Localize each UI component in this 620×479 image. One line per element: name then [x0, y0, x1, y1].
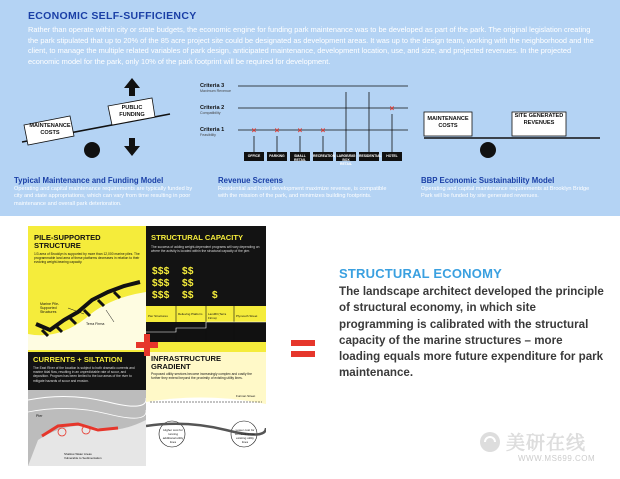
revenue-bar-label: RECREATION: [313, 154, 336, 158]
infrastructure-gradient-quadrant: [146, 352, 266, 466]
revenue-bar-label: PARKING: [269, 154, 285, 158]
revenue-bar-label: LARGE/BIG BOX RETAIL: [336, 154, 356, 166]
dollar-row-1b: $$: [182, 266, 194, 277]
criteria-2-sub: Compatibility: [200, 111, 221, 115]
pile-supported-title: PILE-SUPPORTED STRUCTURE: [34, 233, 101, 250]
blocked-x-icon: ×: [274, 126, 280, 135]
revenue-screens-caption: Residential and hotel development maximize revenue, is compatible with the mission of the park, and minimizes building footprints.: [218, 186, 387, 200]
furman-street-label: Furman Street: [236, 394, 256, 398]
column-pier: Pier Structures: [148, 314, 168, 318]
infrastructure-gradient-title: INFRASTRUCTURE GRADIENT: [151, 354, 222, 371]
watermark-text: 美研在线: [506, 433, 587, 454]
column-landfill: Landfill (Terra Firma): [208, 312, 227, 320]
maintenance-costs-label: MAINTENANCE COSTS: [29, 123, 71, 136]
structural-economy-title: STRUCTURAL ECONOMY: [339, 266, 502, 281]
criteria-1-sub: Feasibility: [200, 133, 216, 137]
blocked-x-icon: ×: [389, 104, 395, 113]
blocked-x-icon: ×: [251, 126, 257, 135]
typical-model-diagram: [20, 72, 180, 170]
watermark-logo-icon: [478, 430, 502, 454]
watermark-url: WWW.MS699.COM: [518, 454, 596, 463]
infrastructure-gradient-text: Proposed utility services become increasingly complex and costly the further they extend beyond the proximity of existing utility lines.: [151, 372, 252, 381]
typical-model-caption: Operating and capital maintenance requirements are typically funded by city and state appropriations, which can vary from time resulting in poor maintenance and overall park deterioration.: [14, 186, 193, 207]
lower-cost-label: Lower cost for connecting into existing utility lines: [234, 428, 256, 444]
arrow-down-icon: [124, 138, 140, 156]
section-title: ECONOMIC SELF-SUFFICIENCY: [28, 10, 197, 22]
revenue-bar-label: OFFICE: [247, 154, 261, 158]
bbp-model-caption: Operating and capital maintenance requirements at Brooklyn Bridge Park will be funded by site generated revenues.: [421, 186, 590, 200]
column-plymouth: Plymouth Street: [236, 314, 258, 318]
revenue-screens-caption-title: Revenue Screens: [218, 176, 284, 185]
criteria-3-sub: Maximum Revenue: [200, 89, 231, 93]
pier-label: Pier: [36, 414, 43, 418]
pile-supported-text: 1/3 area of Brooklyn is supported by more than 12,000 marine piles. The programmable land area of these platforms decreases in relation to their evolving weight-bearing capacity.: [34, 252, 140, 265]
bbp-model-caption-title: BBP Economic Sustainability Model: [421, 176, 555, 185]
dollar-row-2b: $$: [182, 278, 194, 289]
bbp-model-diagram: [420, 72, 605, 170]
column-relieving: Relieving Platform: [178, 312, 203, 316]
structural-poster: [28, 226, 266, 466]
site-revenues-label: SITE GENERATED REVENUES: [514, 113, 564, 126]
typical-model-caption-title: Typical Maintenance and Funding Model: [14, 176, 164, 185]
revenue-screens-diagram: [200, 72, 410, 170]
criteria-3-label: Criteria 3: [200, 83, 225, 89]
cross-section-graphic: [146, 306, 266, 342]
dollar-row-3b: $$: [182, 290, 194, 301]
currents-siltation-title: CURRENTS + SILTATION: [33, 355, 123, 364]
terra-firma-label: Terra Firma: [86, 322, 105, 326]
intro-paragraph: Rather than operate within city or state budgets, the economic engine for funding park maintenance was to be developed as part of the park. The original legislation creating the park stipulated that up to 20% of the 85 acre project site could be designated as development areas. It was up to the design team, working with the neighborhood and the client, to manage the multiple related variables of park design, anticipated maintenance, development location, use, and size, and projected revenues. In the projected economic model for the park, only 10% of the park footprint will be required for development.: [28, 25, 594, 66]
structural-capacity-quadrant: [146, 226, 266, 342]
dollar-row-2a: $$$: [152, 278, 170, 289]
currents-siltation-quadrant: [28, 352, 146, 466]
shallow-water-label: Shallow Water Areas Vulnerable to Sedimentation: [64, 452, 102, 460]
revenue-bar-label: HOTEL: [386, 154, 398, 158]
arrow-up-icon: [124, 78, 140, 96]
currents-siltation-text: The East River of the location is subject to both dramatic currents and marine tidal flow, resulting in an unpredictable rate of scour, and deposition. Program has been limited to the low areas of the river to mitigate hazards of scour and erosion.: [33, 366, 135, 383]
seesaw-graphic: [20, 72, 180, 170]
revenue-bar-label: SMALL RETAIL: [294, 154, 306, 162]
marine-structures-label: Marine Pile-Supported Structures: [40, 302, 60, 314]
dollar-row-3a: $$$: [152, 290, 170, 301]
structural-capacity-title: STRUCTURAL CAPACITY: [151, 233, 244, 242]
dollar-row-3c: $: [212, 290, 218, 301]
criteria-2-label: Criteria 2: [200, 105, 225, 111]
watermark: [478, 428, 610, 472]
equals-icon: [291, 340, 315, 358]
public-funding-label: PUBLIC FUNDING: [119, 105, 145, 118]
revenue-bar-label: RESIDENTIAL: [359, 154, 382, 158]
structural-capacity-text: The success of adding weight-dependent programs will vary depending on where the activity is located within the structural capacity of the pier.: [151, 245, 260, 254]
economic-self-sufficiency-panel: [0, 0, 620, 216]
maintenance-costs-label-2: MAINTENANCE COSTS: [427, 116, 469, 129]
criteria-1-label: Criteria 1: [200, 127, 225, 133]
higher-cost-label: Higher cost for running additional utility lines: [162, 428, 184, 444]
structural-economy-body: The landscape architect developed the principle of structural economy, in which site programming is calibrated with the structural capacity of the marine structures – more loading equals more future expenditure for park maintenance.: [339, 285, 604, 380]
blocked-x-icon: ×: [297, 126, 303, 135]
plus-icon: [136, 334, 158, 356]
blocked-x-icon: ×: [320, 126, 326, 135]
dollar-row-1a: $$$: [152, 266, 170, 277]
